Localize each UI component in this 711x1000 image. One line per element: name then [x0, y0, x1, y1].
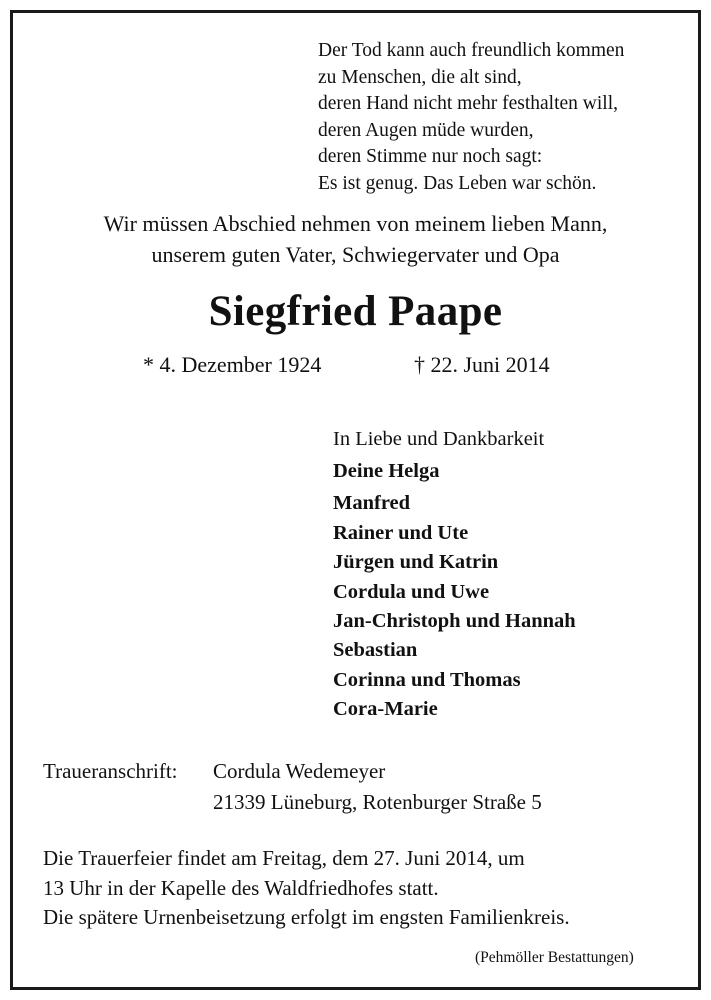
family-list [333, 457, 576, 725]
poem-line: Es ist genug. Das Leben war schön. [318, 172, 597, 194]
family-member: Manfred [333, 492, 411, 515]
funeral-service-info [43, 844, 570, 933]
poem-line: deren Augen müde wurden, [318, 119, 534, 141]
family-member: Jan-Christoph und Hannah [333, 610, 576, 633]
poem-line: deren Stimme nur noch sagt: [318, 146, 543, 168]
address-label: Traueranschrift: [43, 759, 178, 783]
intro-line: Wir müssen Abschied nehmen von meinem lieben Mann, [103, 211, 608, 236]
undertaker-credit: (Pehmöller Bestattungen) [475, 949, 634, 966]
family-member: Deine Helga [333, 460, 440, 482]
service-line: Die Trauerfeier findet am Freitag, dem 27. Juni 2014, um [43, 846, 525, 870]
service-line: 13 Uhr in der Kapelle des Waldfriedhofes statt. [43, 875, 439, 900]
poem-line: zu Menschen, die alt sind, [318, 66, 522, 88]
birth-date: * 4. Dezember 1924 [143, 352, 322, 377]
address-name: Cordula Wedemeyer [213, 759, 386, 783]
closing-phrase: In Liebe und Dankbarkeit [333, 428, 545, 450]
mourning-address [213, 756, 542, 817]
farewell-intro [0, 209, 711, 270]
family-member: Corinna und Thomas [333, 668, 521, 691]
poem [318, 38, 624, 198]
deceased-name: Siegfried Paape [208, 288, 503, 335]
poem-line: deren Hand nicht mehr festhalten will, [318, 93, 618, 115]
family-member: Rainer und Ute [333, 521, 469, 544]
death-date: † 22. Juni 2014 [414, 352, 550, 377]
address-street: 21339 Lüneburg, Rotenburger Straße 5 [213, 789, 542, 814]
family-member: Cordula und Uwe [333, 580, 490, 603]
poem-line: Der Tod kann auch freundlich kommen [318, 40, 625, 61]
family-member: Cora-Marie [333, 698, 438, 721]
family-member: Jürgen und Katrin [333, 551, 499, 574]
service-line: Die spätere Urnenbeisetzung erfolgt im engsten Familienkreis. [43, 905, 570, 929]
family-member: Sebastian [333, 639, 418, 662]
intro-line: unserem guten Vater, Schwiegervater und Opa [151, 241, 560, 267]
